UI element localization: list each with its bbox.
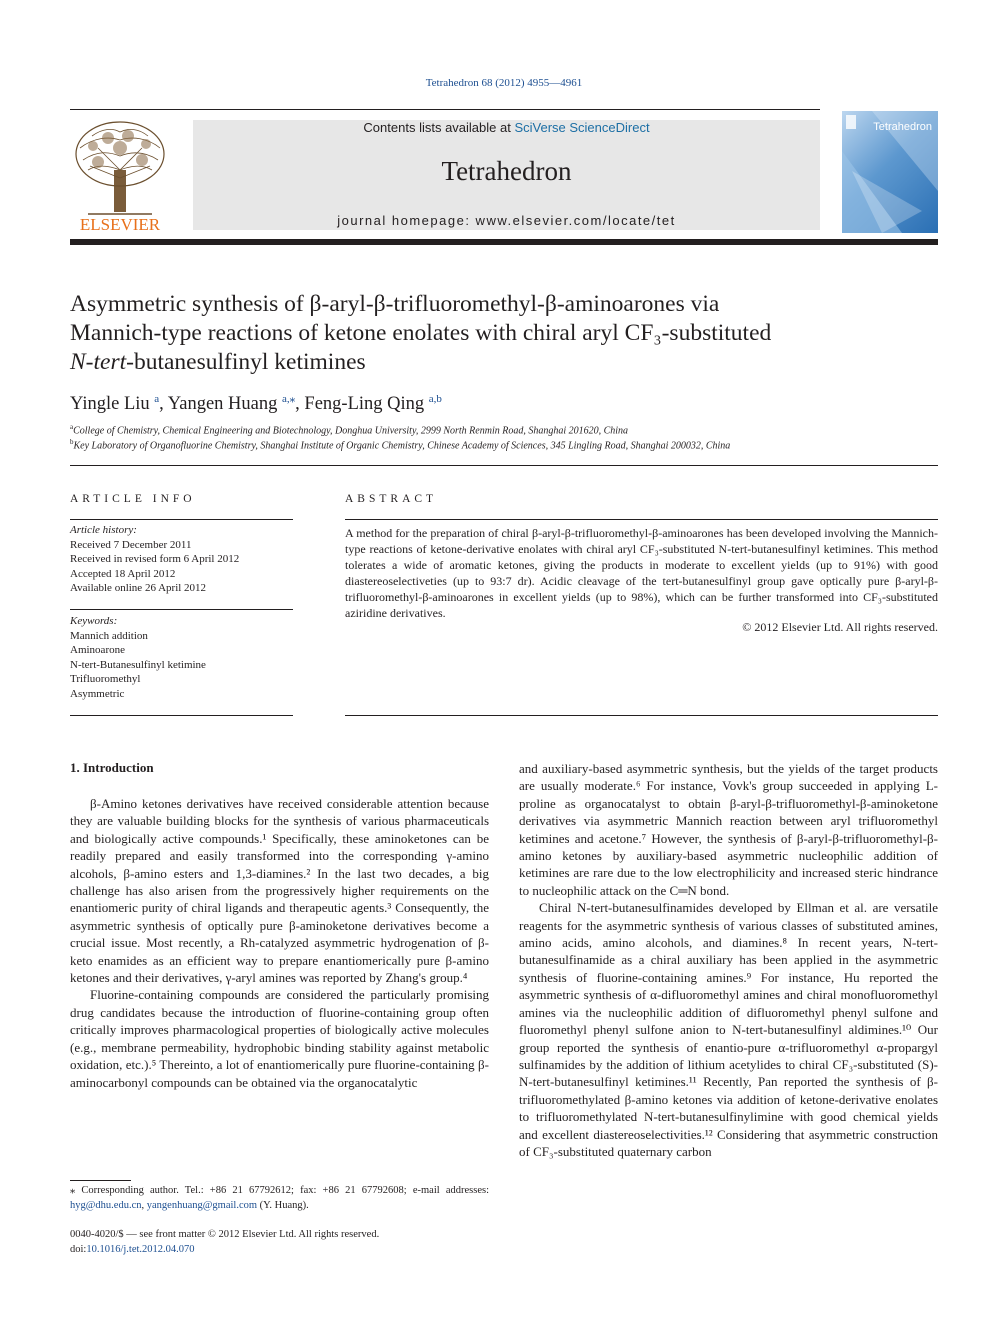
abstract-rule: [345, 715, 938, 716]
corresponding-author-footnote: [70, 1184, 489, 1213]
history-item: Received 7 December 2011: [70, 538, 192, 551]
affiliation-b: [70, 438, 950, 451]
footnote-text: ⁎ Corresponding author. Tel.: +86 21 67792612; fax: +86 21 67792608; e-mail addresses:: [70, 1185, 489, 1196]
sciencedirect-link[interactable]: SciVerse ScienceDirect: [514, 120, 650, 135]
history-label: Article history:: [70, 524, 137, 536]
author-affil-sup[interactable]: a,⁎: [282, 393, 296, 405]
issn-line: 0040-4020/$ — see front matter © 2012 Elsevier Ltd. All rights reserved.: [70, 1229, 380, 1240]
history-item: Accepted 18 April 2012: [70, 567, 176, 580]
history-item: Available online 26 April 2012: [70, 582, 207, 594]
doi-line: [70, 1243, 489, 1258]
author-name[interactable]: Yingle Liu: [70, 394, 150, 415]
email-link[interactable]: hyg@dhu.edu.cn: [70, 1199, 142, 1211]
info-rule: [70, 519, 293, 520]
journal-homepage[interactable]: journal homepage: www.elsevier.com/locate/tet: [337, 213, 676, 228]
cover-title: Tetrahedron: [873, 121, 932, 133]
keyword-item: Mannich addition: [70, 629, 148, 642]
body-paragraph: Fluorine-containing compounds are considered the particularly promising drug candidates because the introduction of fluorine-containing group often critically improves pharmacological properties of biologically active molecules (e.g., membrane permeability, hydrophobic binding stability against metabolic oxidation, etc.).⁵ Thereinto, a lot of enantiomerically pure fluorine-containing β-aminocarbonyl compounds can be obtained via the organocatalytic: [70, 987, 489, 1090]
keyword-item: Aminoarone: [70, 644, 125, 656]
keywords-label: Keywords:: [70, 615, 118, 627]
article-info-heading: ARTICLE INFO: [70, 493, 196, 505]
title-line-3: [70, 348, 950, 377]
body-paragraph: β-Amino ketones derivatives have received considerable attention because they are valuable building blocks for the synthesis of various pharmaceuticals and biologically active compounds.¹ Specifically, these aminoketones can be readily prepared and easily transformed into the corresponding γ-amino alcohols, β-amino esters and 1,3-diamines.² In the last two decades, a big challenge has also arisen from the progressively higher requirements on the enantiomeric purity of chiral ligands and therapeutic agents.³ Consequently, the asymmetric synthesis of optically pure β-aminoketone derivatives become a crucial issue. Most recently, a Rh-catalyzed asymmetric hydrogenation of β-keto enamides as an efficient way to prepare enantiomerically pure β-amino ketones and their derivatives, γ-aryl amines was reported by Zhang's group.⁴: [70, 796, 489, 986]
body-paragraph: and auxiliary-based asymmetric synthesis, but the yields of the target products are usually moderate.⁶ For instance, Vovk's group succeeded in applying L-proline as organocatalyst to obtain β-aryl-β-trifluoromethyl-β-aminoketone derivatives via asymmetric Mannich reaction between aryl trifluoromethyl ketimines and acetone.⁷ However, the synthesis of β-aryl-β-trifluoromethyl-β-amino ketones by auxiliary-based asymmetric nucleophilic addition of ketimines are rare due to the low electrophilicity and increased steric hindrance to nucleophilic attack on the C═N bond.: [519, 761, 938, 898]
email-separator: ,: [141, 1199, 147, 1211]
section-heading: 1. Introduction: [70, 760, 154, 775]
title-line-2: Mannich-type reactions of ketone enolates with chiral aryl CF₃-substituted: [70, 320, 772, 346]
elsevier-logo: [68, 118, 172, 236]
history-item: Received in revised form 6 April 2012: [70, 553, 240, 565]
author-name[interactable]: Yangen Huang: [167, 394, 278, 415]
author-list: Yingle Liu $^a$, Yangen Huang $^{a,⁎}$, Feng-Ling Qing $^{a,b}$: [70, 393, 442, 415]
affiliation-a: [70, 423, 950, 436]
journal-citation[interactable]: Tetrahedron 68 (2012) 4955—4961: [425, 77, 583, 89]
journal-name: Tetrahedron: [441, 156, 572, 186]
elsevier-tree-icon: [68, 118, 172, 236]
top-rule: [70, 109, 820, 110]
abstract-text: A method for the preparation of chiral β-aryl-β-trifluoromethyl-β-aminoarones has been developed involving the Mannich-type reactions of ketone-derivative enolates with chiral aryl CF₃-substituted N-tert-butanesulfinyl ketimines. This method tolerates a wide of aromatic ketones, giving the products in moderate to excellent yields (up to 91%) with good diastereoselectiveties (up to 93:7 dr). Acidic cleavage of the tert-butanesulfinyl group gave optically pure β-aryl-β-trifluoromethyl-β-aminoarones in excellent yields (up to 98%), which can be further transformed into CF₃-substituted aziridine derivatives.: [345, 526, 938, 620]
author-affil-sup[interactable]: a: [154, 393, 160, 405]
body-column-left: [70, 795, 489, 1091]
affiliation-text: College of Chemistry, Chemical Engineering and Biotechnology, Donghua University, 2999 North Renmin Road, Shanghai 201620, China: [73, 425, 629, 437]
email-link[interactable]: yangenhuang@gmail.com: [146, 1199, 258, 1211]
affiliation-sup: b: [70, 438, 74, 446]
title-line-1: Asymmetric synthesis of β-aryl-β-trifluoromethyl-β-aminoarones via: [70, 291, 720, 317]
contents-line: [193, 120, 820, 135]
affiliation-sup: a: [70, 423, 74, 431]
abstract-copyright: © 2012 Elsevier Ltd. All rights reserved.: [742, 620, 938, 634]
title-italic-part: N-tert: [70, 349, 127, 375]
footnote-tail: (Y. Huang).: [257, 1199, 309, 1211]
keywords: [70, 614, 293, 701]
footnote-rule: [70, 1180, 131, 1181]
abstract-heading: ABSTRACT: [345, 493, 438, 505]
body-column-right: [519, 760, 938, 1160]
keyword-item: N-tert-Butanesulfinyl ketimine: [70, 658, 206, 671]
author-affil-sup[interactable]: a,b: [428, 393, 442, 405]
article-title: [70, 290, 950, 377]
doi-label: doi:: [70, 1243, 87, 1255]
header-thick-rule: [70, 239, 938, 245]
info-rule: [70, 715, 293, 716]
journal-cover: [842, 111, 938, 233]
keyword-item: Trifluoromethyl: [70, 673, 141, 685]
abstract-rule: [345, 519, 938, 520]
article-history: [70, 523, 293, 596]
info-rule: [70, 609, 293, 610]
author-name[interactable]: Feng-Ling Qing: [304, 394, 425, 415]
body-paragraph: Chiral N-tert-butanesulfinamides developed by Ellman et al. are versatile reagents for the asymmetric synthesis of various classes of substituted amines, amino acids, amino alcohols, and diamines.⁸ In recent years, N-tert-butanesulfinamide as a chiral auxiliary has been applied in the asymmetric synthesis of fluorine-containing amines.⁹ For instance, Hu reported the asymmetric synthesis of α-difluoromethyl amines and chiral monofluoromethyl amines via the nucleophilic addition of difluoromethyl phenyl sulfone and fluoromethyl phenyl sulfone anion to N-tert-butanesulfinyl aldimines.¹⁰ Our group reported the synthesis of enantio-pure α-trifluoromethyl α-propargyl sulfinamides by the addition of lithium acetylides to chiral CF₃-substituted (S)-N-tert-butanesulfinyl ketimines.¹¹ Recently, Pan reported the synthesis of β-trifluoromethylated β-amino ketones via addition of ketone-derivative enolates to trifluoromethylated N-tert-butanesulfinylimine with good chemical yields and excellent diastereoselectivities.¹² Considering that asymmetric construction of CF₃-substituted quaternary carbon: [519, 900, 938, 1159]
keyword-item: Asymmetric: [70, 687, 125, 700]
title-rest-part: -butanesulfinyl ketimines: [126, 349, 366, 375]
contents-prefix: Contents lists available at: [363, 120, 515, 135]
affiliation-text: Key Laboratory of Organofluorine Chemistry, Shanghai Institute of Organic Chemistry, Chinese Academy of Sciences, 345 Lingling Road, Shanghai 200032, China: [73, 440, 731, 452]
elsevier-wordmark: ELSEVIER: [79, 215, 161, 234]
doi-link[interactable]: 10.1016/j.tet.2012.04.070: [86, 1243, 195, 1255]
issn-doi-block: [70, 1228, 489, 1257]
affiliation-rule: [70, 465, 938, 466]
